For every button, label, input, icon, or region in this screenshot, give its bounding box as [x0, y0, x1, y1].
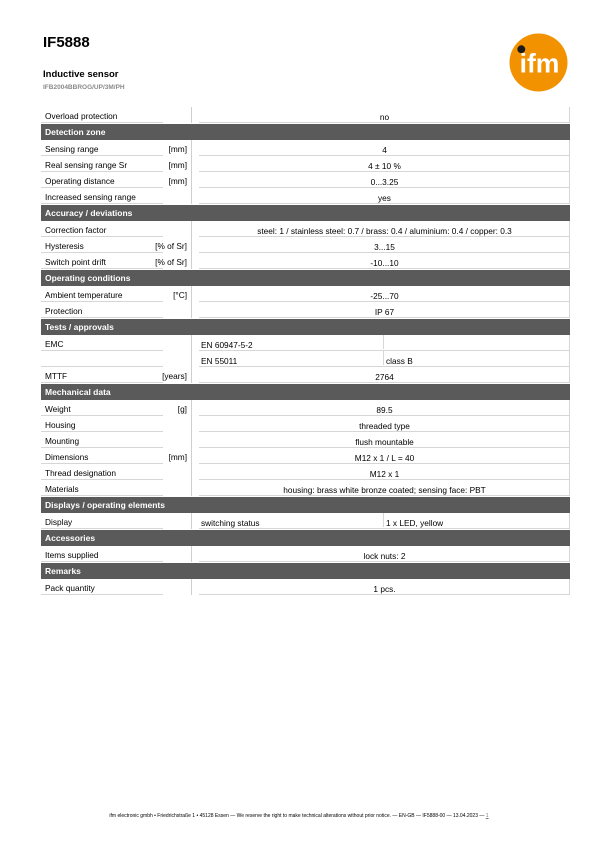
section-title: Detection zone	[45, 127, 106, 137]
spec-row-dimensions	[41, 448, 570, 464]
spec-row-hysteresis	[41, 237, 570, 253]
spec-unit: [°C]	[173, 290, 187, 300]
spec-value: -25...70	[370, 291, 399, 301]
section-title: Operating conditions	[45, 273, 131, 283]
spec-label: Protection	[45, 306, 83, 316]
spec-value-detail: 1 x LED, yellow	[386, 518, 444, 528]
spec-label: Pack quantity	[45, 583, 95, 593]
article-code: IFB2004BBROG/UP/3M/PH	[43, 84, 125, 91]
spec-label: Overload protection	[45, 111, 118, 121]
spec-unit: [% of Sr]	[155, 257, 187, 267]
spec-row-ambient-temperature	[41, 286, 570, 302]
spec-row-pack-quantity	[41, 579, 570, 595]
spec-label: Housing	[45, 420, 76, 430]
spec-row-increased-sensing-range	[41, 188, 570, 204]
spec-value: -10...10	[370, 258, 399, 268]
spec-label: Real sensing range Sr	[45, 160, 128, 170]
spec-row-emc	[41, 335, 570, 351]
spec-row-protection	[41, 302, 570, 318]
spec-label: Weight	[45, 404, 71, 414]
spec-label: Switch point drift	[45, 257, 106, 267]
ifm-logo	[509, 33, 568, 92]
spec-value-detail: class B	[386, 356, 413, 366]
spec-label: Correction factor	[45, 225, 107, 235]
spec-value: housing: brass white bronze coated; sensing face: PBT	[283, 485, 486, 495]
spec-unit: [mm]	[168, 176, 187, 186]
spec-value: 4 ± 10 %	[368, 161, 401, 171]
spec-row-overload-protection	[41, 107, 570, 123]
section-title: Accessories	[45, 533, 96, 543]
section-title: Tests / approvals	[45, 322, 114, 332]
spec-unit: [mm]	[168, 160, 187, 170]
section-header-remarks	[41, 563, 570, 579]
spec-row-sensing-range	[41, 140, 570, 156]
spec-value: no	[379, 112, 390, 122]
spec-row-correction-factor	[41, 221, 570, 237]
page-number[interactable]: 1	[485, 813, 489, 819]
spec-label: Materials	[45, 484, 79, 494]
section-header-mechanical-data	[41, 384, 570, 400]
spec-label: Increased sensing range	[45, 192, 136, 202]
section-header-operating-conditions	[41, 270, 570, 286]
spec-table	[41, 107, 570, 595]
spec-row-materials	[41, 480, 570, 496]
spec-value: M12 x 1	[369, 469, 400, 479]
spec-label: Items supplied	[45, 550, 99, 560]
spec-unit: [years]	[162, 371, 187, 381]
spec-row-items-supplied	[41, 546, 570, 562]
section-header-detection-zone	[41, 124, 570, 140]
spec-value: threaded type	[359, 421, 410, 431]
section-header-displays-operating-elements	[41, 497, 570, 513]
footer	[0, 813, 598, 819]
spec-label: Mounting	[45, 436, 80, 446]
spec-row-operating-distance	[41, 172, 570, 188]
section-title: Displays / operating elements	[45, 500, 165, 510]
spec-value: EN 60947-5-2	[201, 340, 253, 350]
spec-value: yes	[378, 193, 391, 203]
spec-label: Hysteresis	[45, 241, 84, 251]
spec-row-continued	[41, 351, 570, 367]
spec-row-mounting	[41, 432, 570, 448]
spec-unit: [g]	[177, 404, 187, 414]
spec-label: Operating distance	[45, 176, 115, 186]
product-title: IF5888	[43, 34, 90, 51]
logo-text: ifm	[519, 48, 560, 79]
spec-label: Display	[45, 517, 73, 527]
spec-value: 2764	[375, 372, 394, 382]
spec-row-display	[41, 513, 570, 529]
section-header-tests-approvals	[41, 319, 570, 335]
spec-row-weight	[41, 400, 570, 416]
spec-unit: [% of Sr]	[155, 241, 187, 251]
spec-unit: [mm]	[168, 452, 187, 462]
spec-row-real-sensing-range-sr	[41, 156, 570, 172]
section-title: Accuracy / deviations	[45, 208, 133, 218]
product-subtitle: Inductive sensor	[43, 69, 119, 80]
spec-value: 1 pcs.	[373, 584, 396, 594]
spec-unit: [mm]	[168, 144, 187, 154]
footer-text: ifm electronic gmbh • Friedrichstraße 1 • 45128 Essen — We reserve the right to make technical alterations without prior notice. — EN-GB — IF5888-00 — 13.04.2023 —	[109, 813, 485, 819]
section-header-accessories	[41, 530, 570, 546]
spec-row-mttf	[41, 367, 570, 383]
spec-label: Thread designation	[45, 468, 117, 478]
section-header-accuracy-deviations	[41, 205, 570, 221]
spec-value: 0...3.25	[370, 177, 399, 187]
spec-row-switch-point-drift	[41, 253, 570, 269]
section-title: Mechanical data	[45, 387, 111, 397]
spec-value: switching status	[201, 518, 260, 528]
spec-value: steel: 1 / stainless steel: 0.7 / brass: 0.4 / aluminium: 0.4 / copper: 0.3	[257, 226, 512, 236]
spec-row-housing	[41, 416, 570, 432]
spec-label: MTTF	[45, 371, 68, 381]
spec-value: 89.5	[376, 405, 393, 415]
spec-value: 4	[382, 145, 387, 155]
spec-value: IP 67	[374, 307, 395, 317]
spec-value: M12 x 1 / L = 40	[354, 453, 415, 463]
spec-row-thread-designation	[41, 464, 570, 480]
spec-value: flush mountable	[355, 437, 414, 447]
spec-label: Sensing range	[45, 144, 99, 154]
spec-value: lock nuts: 2	[363, 551, 406, 561]
spec-value: EN 55011	[201, 356, 238, 366]
section-title: Remarks	[45, 566, 81, 576]
spec-label: EMC	[45, 339, 64, 349]
spec-value: 3...15	[374, 242, 395, 252]
spec-label: Dimensions	[45, 452, 89, 462]
spec-label: Ambient temperature	[45, 290, 123, 300]
